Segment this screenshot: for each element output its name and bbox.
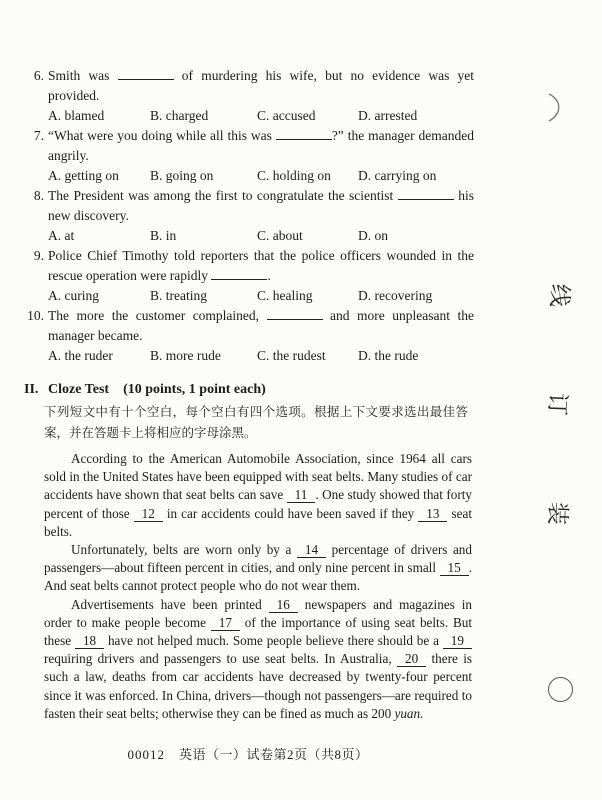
text-run: .: [267, 268, 271, 283]
option-b: B. treating: [150, 288, 207, 303]
question-body: [48, 66, 474, 126]
binding-circle-mark: [548, 677, 573, 702]
option-d: D. recovering: [358, 288, 433, 303]
text-run: and more unpleasant the manager became.: [48, 308, 474, 343]
cloze-blank: 14: [297, 543, 326, 558]
question-body: [48, 246, 474, 306]
question-body: [48, 306, 474, 366]
text-run: The President was among the first to congratulate the scientist: [48, 188, 398, 203]
cloze-blank: 17: [211, 616, 240, 631]
options-row: [48, 226, 474, 246]
text-run: Unfortunately, belts are worn only by a: [71, 542, 297, 558]
question-stem: [48, 306, 474, 346]
binding-curve-mark: [546, 92, 568, 129]
options-row: [48, 346, 474, 366]
choice-questions: [24, 66, 474, 366]
question-number: 8.: [33, 188, 44, 203]
option-a: A. curing: [48, 288, 99, 303]
cloze-blank: 11: [287, 488, 316, 503]
text-run: seat belts.: [44, 505, 473, 539]
question-stem: [48, 246, 474, 286]
footer-exam-code: 00012: [127, 747, 165, 762]
section-heading: [24, 379, 474, 401]
cloze-blank: 16: [269, 598, 298, 613]
question: [24, 126, 474, 186]
option-d: D. carrying on: [358, 168, 437, 183]
cloze-paragraph: [44, 541, 472, 596]
text-run: The more the customer complained,: [48, 308, 267, 323]
text-run: his new discovery.: [48, 188, 474, 223]
option-b: B. charged: [150, 108, 209, 123]
options-row: [48, 106, 474, 126]
italic-word: yuan.: [394, 705, 424, 721]
cloze-blank: 18: [75, 634, 104, 649]
option-a: A. at: [48, 228, 75, 243]
cloze-paragraph: [44, 596, 472, 723]
text-run: newspapers and magazines in order to make people become: [44, 596, 472, 630]
cloze-instructions: 下列短文中有十个空白，每个空白有四个选项。根据上下文要求选出最佳答案，并在答题卡上将相应的字母涂黑。: [44, 405, 468, 440]
text-run: requiring drivers and passengers to use seat belts. In Australia,: [44, 651, 397, 667]
text-run: “What were you doing while all this was: [48, 128, 276, 143]
options-row: [48, 166, 474, 186]
stem-blank: [267, 308, 323, 320]
text-run: have not helped much. Some people believe there should be a: [104, 633, 443, 649]
stem-blank: [118, 68, 174, 80]
cloze-blank: 15: [440, 561, 469, 576]
question-body: [48, 186, 474, 246]
option-a: A. getting on: [48, 168, 119, 183]
question-stem: [48, 66, 474, 106]
text-run: Police Chief Timothy told reporters that the police officers wounded in the rescue operation were rapidly: [48, 248, 474, 283]
text-run: of murdering his wife, but no evidence was yet provided.: [48, 68, 474, 103]
cloze-paragraph: [44, 450, 472, 541]
question: [24, 186, 474, 246]
content-column: [24, 66, 474, 723]
question-stem: [48, 186, 474, 226]
stem-blank: [276, 128, 332, 140]
option-d: D. arrested: [358, 108, 418, 123]
text-run: Smith was: [48, 68, 118, 83]
question-number: 6.: [33, 68, 44, 83]
question-number: 7.: [33, 128, 44, 143]
option-a: A. blamed: [48, 108, 105, 123]
options-row: [48, 286, 474, 306]
section-number: II.: [24, 382, 39, 397]
option-c: C. the rudest: [257, 348, 326, 363]
question-number: 9.: [33, 248, 44, 263]
cloze-passage: [44, 450, 472, 723]
text-run: there is such a law, deaths from car accidents have decreased by twenty-four percent since it was enforced. In China, drivers—though not passengers—are required to fasten their seat belts; otherwise they can be fined as much as 200: [44, 651, 472, 721]
cloze-blank: 13: [418, 507, 447, 522]
question: [24, 66, 474, 126]
footer-page-title: 英语（一）试卷第2页（共8页）: [178, 747, 369, 762]
cloze-blank: 20: [397, 652, 426, 667]
cloze-blank: 19: [443, 634, 472, 649]
binding-char-ding: 订: [544, 392, 571, 417]
option-c: C. accused: [257, 108, 316, 123]
text-run: of the importance of using seat belts. But these: [44, 614, 472, 649]
option-c: C. healing: [257, 288, 313, 303]
option-c: C. about: [257, 228, 303, 243]
text-run: percentage of drivers and passengers—about fifteen percent in cities, and only nine percent in small: [44, 542, 472, 576]
option-b: B. going on: [150, 168, 214, 183]
option-b: B. in: [150, 228, 177, 243]
question-body: [48, 126, 474, 186]
text-run: . And seat belts cannot protect people who do not wear them.: [44, 560, 472, 594]
question: [24, 246, 474, 306]
question: [24, 306, 474, 366]
cloze-blank: 12: [134, 507, 163, 522]
option-a: A. the ruder: [48, 348, 113, 363]
binding-char-xian: 线: [546, 283, 573, 308]
text-run: . One study showed that forty percent of those: [44, 487, 472, 521]
stem-blank: [398, 188, 454, 200]
page-footer: [24, 744, 472, 763]
option-c: C. holding on: [257, 168, 331, 183]
text-run: in car accidents could have been saved if they: [162, 505, 419, 521]
stem-blank: [211, 268, 267, 280]
text-run: According to the American Automobile Association, since 1964 all cars sold in the United States have been equipped with seat belts. Many studies of car accidents have shown that seat belts can save: [44, 451, 472, 503]
section-points: (10 points, 1 point each): [123, 382, 266, 397]
binding-char-zhuang: 装: [544, 501, 571, 526]
option-d: D. the rude: [358, 348, 419, 363]
question-stem: [48, 126, 474, 166]
text-run: Advertisements have been printed: [71, 596, 269, 612]
text-run: ?” the manager demanded angrily.: [48, 128, 474, 163]
question-number: 10.: [27, 308, 44, 323]
option-d: D. on: [358, 228, 388, 243]
option-b: B. more rude: [150, 348, 221, 363]
section-title: Cloze Test: [48, 382, 110, 397]
